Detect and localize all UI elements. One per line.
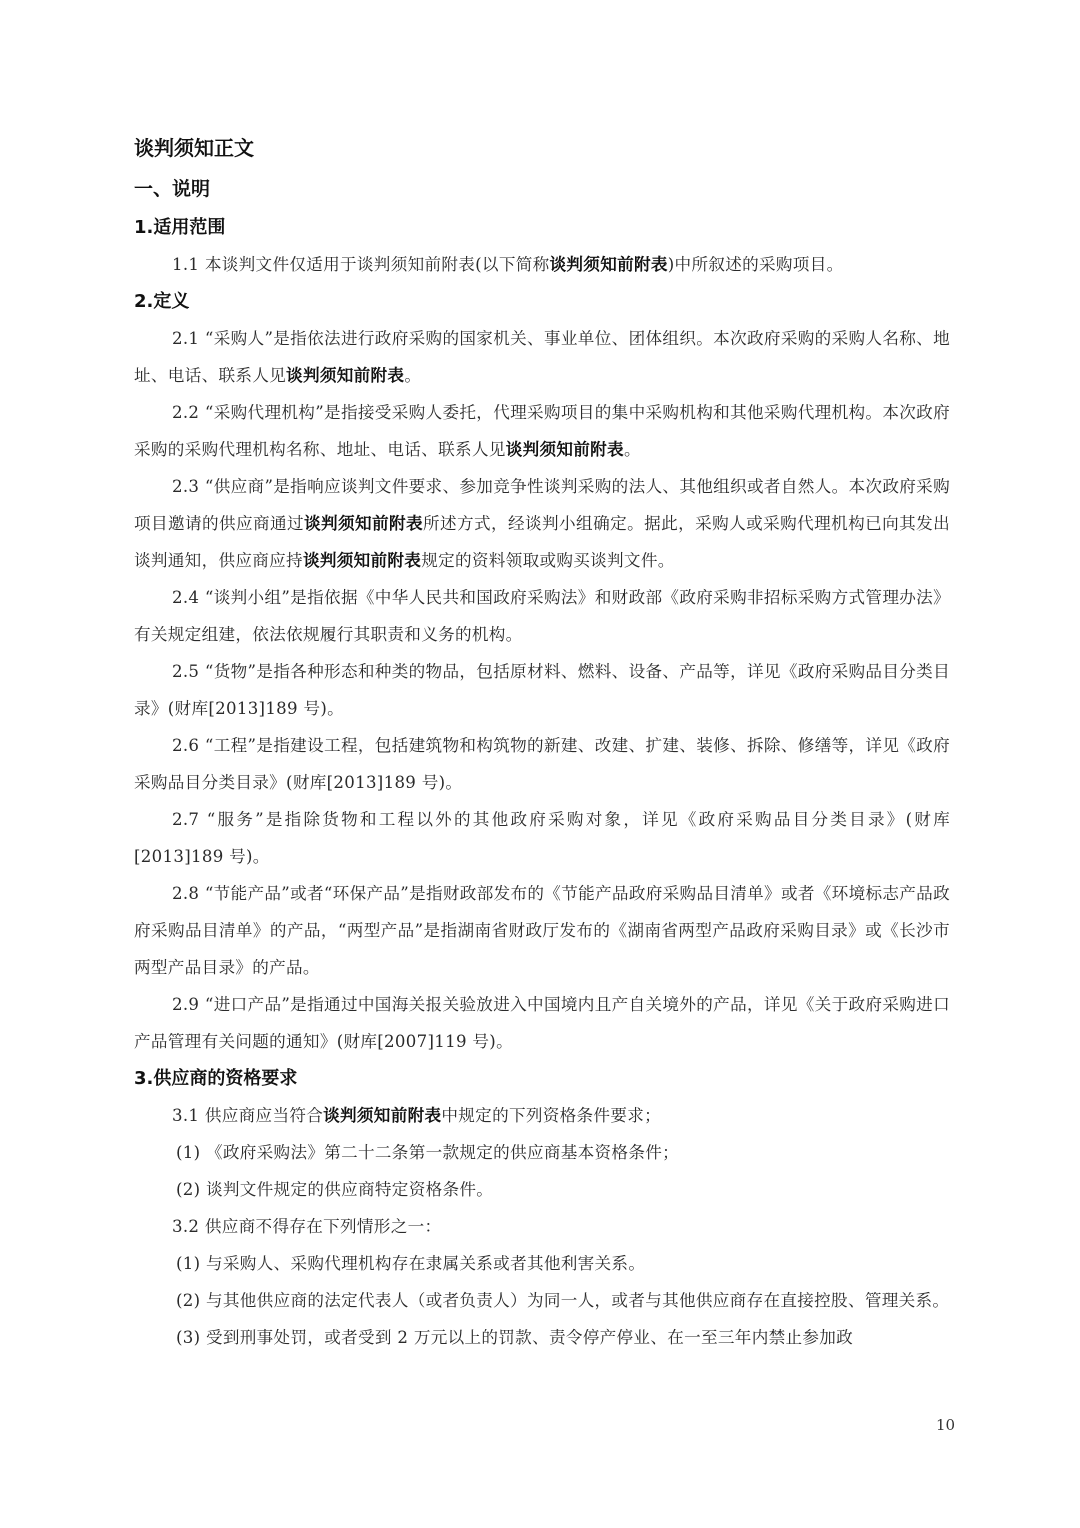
document-body <box>134 169 950 1356</box>
page-number: 10 <box>936 1416 956 1434</box>
list-item <box>134 1245 950 1282</box>
paragraph <box>134 394 950 468</box>
list-item <box>134 1319 950 1356</box>
text-segment: 2.7 “服务”是指除货物和工程以外的其他政府采购对象，详见《政府采购品目分类目录》(财库[2013]189 号)。 <box>134 810 950 866</box>
bold-text: 谈判须知前附表 <box>549 255 668 274</box>
bold-text: 3.供应商的资格要求 <box>134 1068 298 1089</box>
text-segment: 2.5 “货物”是指各种形态和种类的物品，包括原材料、燃料、设备、产品等，详见《政府采购品目分类目录》(财库[2013]189 号)。 <box>134 662 950 718</box>
bold-text: 2.定义 <box>134 291 190 312</box>
text-segment: 。 <box>404 366 422 385</box>
paragraph <box>134 246 950 283</box>
text-segment: 3.1 供应商应当符合 <box>172 1106 324 1125</box>
paragraph <box>134 579 950 653</box>
text-segment: 规定的资料领取或购买谈判文件。 <box>421 551 675 570</box>
paragraph <box>134 468 950 579</box>
bold-text: 谈判须知前附表 <box>323 1106 442 1125</box>
bold-text: 1.适用范围 <box>134 217 226 238</box>
document-page <box>134 129 950 1356</box>
paragraph <box>134 320 950 394</box>
paragraph <box>134 727 950 801</box>
list-item <box>134 1171 950 1208</box>
section-heading <box>134 283 950 320</box>
paragraph <box>134 986 950 1060</box>
text-segment: 2.1 “采购人”是指依法进行政府采购的国家机关、事业单位、团体组织。本次政府采购的采购人名称、地址、电话、联系人见 <box>134 329 950 385</box>
list-item <box>134 1282 950 1319</box>
text-segment: (2) 谈判文件规定的供应商特定资格条件。 <box>176 1180 494 1199</box>
bold-text: 谈判须知前附表 <box>304 514 424 533</box>
paragraph <box>134 1208 950 1245</box>
text-segment: (1) 《政府采购法》第二十二条第一款规定的供应商基本资格条件； <box>176 1143 680 1162</box>
bold-text: 谈判须知前附表 <box>505 440 624 459</box>
text-segment: 2.3 “供应商”是指响应谈判文件要求、参加竞争性谈判采购的法人、其他组织或者自然人。本次政府采购项目邀请的供应商通过 <box>134 477 950 533</box>
text-segment: (3) 受到刑事处罚，或者受到 2 万元以上的罚款、责令停产停业、在一至三年内禁止参加政 <box>176 1328 854 1347</box>
section-heading <box>134 209 950 246</box>
text-segment: 所述方式，经谈判小组确定。据此，采购人或采购代理机构已向其发出谈判通知，供应商应持 <box>134 514 950 570</box>
text-segment: (2) 与其他供应商的法定代表人（或者负责人）为同一人，或者与其他供应商存在直接控股、管理关系。 <box>176 1291 950 1310</box>
text-segment: 2.2 “采购代理机构”是指接受采购人委托，代理采购项目的集中采购机构和其他采购代理机构。本次政府采购的采购代理机构名称、地址、电话、联系人见 <box>134 403 950 459</box>
paragraph <box>134 801 950 875</box>
document-title: 谈判须知正文 <box>134 136 254 160</box>
text-segment: )中所叙述的采购项目。 <box>667 255 844 274</box>
section-heading <box>134 1060 950 1097</box>
text-segment: 1.1 本谈判文件仅适用于谈判须知前附表(以下简称 <box>172 255 550 274</box>
bold-text: 一、说明 <box>134 178 211 200</box>
text-segment: 3.2 供应商不得存在下列情形之一： <box>172 1217 442 1236</box>
text-segment: (1) 与采购人、采购代理机构存在隶属关系或者其他利害关系。 <box>176 1254 646 1273</box>
paragraph <box>134 1097 950 1134</box>
paragraph <box>134 875 950 986</box>
text-segment: 2.6 “工程”是指建设工程，包括建筑物和构筑物的新建、改建、扩建、装修、拆除、修缮等，详见《政府采购品目分类目录》(财库[2013]189 号)。 <box>134 736 950 792</box>
text-segment: 中规定的下列资格条件要求； <box>441 1106 662 1125</box>
text-segment: 2.8 “节能产品”或者“环保产品”是指财政部发布的《节能产品政府采购品目清单》或者《环境标志产品政府采购品目清单》的产品，“两型产品”是指湖南省财政厅发布的《湖南省两型产品政府采购目录》或《长沙市两型产品目录》的产品。 <box>134 884 950 977</box>
text-segment: 2.4 “谈判小组”是指依据《中华人民共和国政府采购法》和财政部《政府采购非招标采购方式管理办法》有关规定组建，依法依规履行其职责和义务的机构。 <box>134 588 950 644</box>
text-segment: 。 <box>623 440 641 459</box>
list-item <box>134 1134 950 1171</box>
section-heading <box>134 169 950 209</box>
paragraph <box>134 653 950 727</box>
bold-text: 谈判须知前附表 <box>302 551 422 570</box>
text-segment: 2.9 “进口产品”是指通过中国海关报关验放进入中国境内且产自关境外的产品，详见《关于政府采购进口产品管理有关问题的通知》(财库[2007]119 号)。 <box>134 995 950 1051</box>
bold-text: 谈判须知前附表 <box>286 366 405 385</box>
